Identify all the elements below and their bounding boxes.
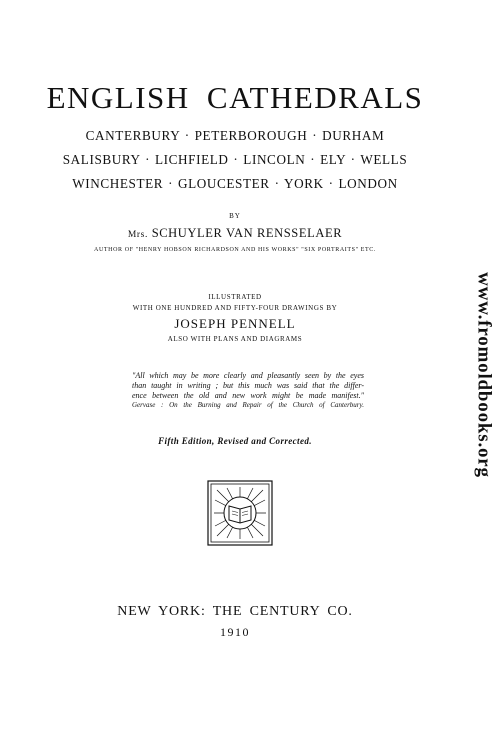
book-title: ENGLISH CATHEDRALS <box>46 80 424 115</box>
drawings-line: WITH ONE HUNDRED AND FIFTY-FOUR DRAWINGS BY <box>132 304 338 312</box>
illustrator-name: JOSEPH PENNELL <box>174 316 296 331</box>
illustrated-label: ILLUSTRATED <box>208 293 262 301</box>
author-line <box>0 226 470 241</box>
author-name: SCHUYLER VAN RENSSELAER <box>151 226 343 240</box>
by-line: BY <box>229 212 241 220</box>
author-prefix: Mrs. <box>127 230 148 240</box>
author-credits: AUTHOR OF "HENRY HOBSON RICHARDSON AND HIS WORKS" "SIX PORTRAITS" ETC. <box>94 247 376 253</box>
cities-line-1: CANTERBURY · PETERBOROUGH · DURHAM <box>85 128 385 143</box>
publisher-imprint: NEW YORK: THE CENTURY CO. <box>117 604 353 619</box>
quote-line-3: ence between the old and new work might be made manifest." <box>132 391 364 400</box>
watermark-text: www.fromoldbooks.org <box>474 272 495 478</box>
quote-attribution: Gervase : On the Burning and Repair of the Church of Canterbury. <box>132 401 364 409</box>
printers-device-book-icon <box>207 480 273 546</box>
plans-line: ALSO WITH PLANS AND DIAGRAMS <box>167 335 303 343</box>
cities-line-3: WINCHESTER · GLOUCESTER · YORK · LONDON <box>72 176 398 191</box>
quote-line-2: than taught in writing ; but this much was said that the differ- <box>132 381 364 390</box>
publication-year: 1910 <box>220 625 250 639</box>
cities-line-2: SALISBURY · LICHFIELD · LINCOLN · ELY · WELLS <box>62 152 408 167</box>
quote-line-1: "All which may be more clearly and pleasantly seen by the eyes <box>132 371 364 380</box>
edition-note: Fifth Edition, Revised and Corrected. <box>158 436 312 446</box>
